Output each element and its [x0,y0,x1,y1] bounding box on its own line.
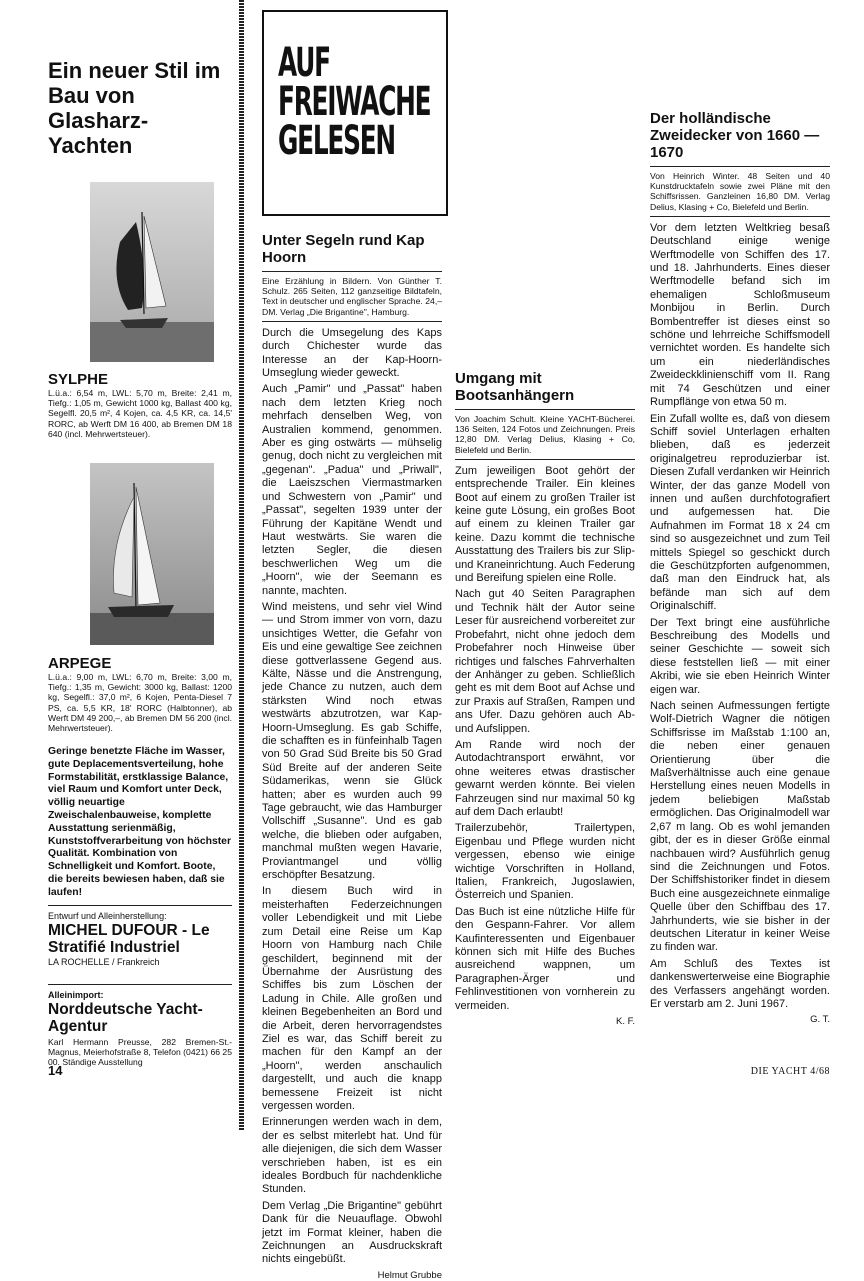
review-2-paragraph: Nach gut 40 Seiten Paragraphen und Technik hält der Autor seine Leser für ausreichend vorbereitet zur Probefahrt, nicht ohne jedoch dem Probefahrer noch Hinweise über richtiges und falsches Fahrverhalten der Anhänger zu geben. Schließlich geht es mit dem Boot auf Achse und zur Praxis auf Straßen, Rampen und ans Ufer. Dazu gehören auch Ab- und Aufslippen. [455,588,635,735]
review-2-meta: Von Joachim Schult. Kleine YACHT-Bücherei. 136 Seiten, 124 Fotos und Zeichnungen. Preis 12,80 DM. Verlag Delius, Klasing + Co, Bielefeld und Berlin. [455,414,635,455]
sylphe-specs: L.ü.a.: 6,54 m, LWL: 5,70 m, Breite: 2,41 m, Tiefg.: 1,05 m, Gewicht 1000 kg, Ballast 400 kg, Segelfl. 20,5 m², 4 Kojen, ca. 4,5 KR, ca. 14,5' RORC, ab Werft DM 16 400, ab Bremen DM 18 640 (incl. Mehrwertsteuer). [48,388,232,439]
review-3-paragraph: Nach seinen Aufmessungen fertigte Wolf-Dietrich Wagner die nötigen Schiffsrisse im Maßstab 1:100 an, die neben einer genauen Orientierung über die Maßverhältnisse auch eine genaue Herstellung eines neuen Modells in jedem beliebigen Maßstab ermöglichen. Das Originalmodell war 2,67 m lang. Ob es wohl jemanden gibt, der es in dieser Größe einmal nachbauen wird? Ausführlich genug sind die Zeichnungen und Fotos. Der Schiffshistoriker findet in diesem Buch eine ausgezeichnete einmalige Quelle über den Schiffbau des 17. Jahrhunderts, wie sie bisher in der deutschen Literatur in keiner Weise zu finden war. [650,700,830,954]
ad-pitch: Geringe benetzte Fläche im Wasser, gute Deplacementsverteilung, hohe Formstabilität, erstklassige Balance, viel Raum und Komfort unter Deck, völlig neuartige Zweischalenbauweise, komplette Ausstattung serienmäßig, Kunststoffverarbeitung von höchster Qualität. Kombination von Schnelligkeit und Komfort. Boote, die bereits bewiesen haben, daß sie laufen! [48,746,232,898]
review-1-paragraph: In diesem Buch wird in meisterhaften Federzeichnungen voller Lebendigkeit und mit Liebe zum Detail eine Reise um Kap Hoorn von Hamburg nach Chile geschildert, beginnend mit der Übernahme der Ausrüstung des Schiffes bis zum Löschen der Ladung in Chile. Alle großen und kleinen Begebenheiten an Bord und die Arbeit, deren hervorragendstes Ziel es war, das Schiff bereit zu machen für den Kampf an der „Hoorn", werden anschaulich dargestellt, und auch die knapp bemessene Freizeit ist nicht vergessen worden. [262,885,442,1112]
review-2-title: Umgang mit Bootsanhängern [455,370,575,404]
arpege-sailboat-image [90,463,214,645]
maker-city: LA ROCHELLE / Frankreich [48,957,160,967]
review-1-paragraph: Erinnerungen werden wach in dem, der es selbst miterlebt hat. Und für alle diejenigen, die sich dem Wasser verschrieben haben, ist es ein ideales Bordbuch für nachdenkliche Stunden. [262,1116,442,1196]
page-number: 14 [48,1063,63,1078]
review-1-title: Unter Segeln rund Kap Hoorn [262,232,425,266]
arpege-name: ARPEGE [48,655,112,672]
review-3-paragraph: Ein Zufall wollte es, daß von diesem Schiff soviel Unterlagen erhalten blieben, daß es jederzeit originalgetreu reproduzierbar ist. Diesen Zufall verdanken wir Heinrich Winter, der das ganze Modell von innen und außen durchfotografiert und aufgemessen hat. Die Aufnahmen im Format 18 x 24 cm sind so ausgezeichnet und zum Teil mittels Spiegel so geschickt durch die Geschützpforten aufgenommen, daß man den Eindruck hat, als befände man sich auf dem Originalschiff. [650,412,830,613]
review-3-signature: G. T. [810,1014,830,1026]
maker-label: Entwurf und Alleinherstellung: [48,911,167,921]
footer-magazine: DIE YACHT 4/68 [750,1066,830,1077]
review-2-paragraph: Zum jeweiligen Boot gehört der entsprechende Trailer. Ein kleines Boot auf einem zu großen Trailer ist keine gute Lösung, ein großes Boot auf einem zu kleinen Trailer gar keine. Dazu kommt die technische Ausstattung des Trailers bis zur Slip- und Kraneinrichtung. Auch Federung und Bereifung spielen eine Rolle. [455,464,635,585]
sylphe-photo [90,182,214,362]
section-title: AUF FREIWACHE GELESEN [278,40,431,164]
review-2-paragraph: Das Buch ist eine nützliche Hilfe für den Gespann-Fahrer. Vor allem Kaufinteressenten und Eigenbauer können sich mit Hilfe des Buches ausreichend wappnen, um Paragraphen-Ärger und Fehlinvestitionen von vornherein zu vermeiden. [455,905,635,1012]
advertisement-column [48,58,232,178]
arpege-specs: L.ü.a.: 9,00 m, LWL: 6,70 m, Breite: 3,00 m, Tiefg.: 1,35 m, Gewicht: 3000 kg, Ballast: 1200 kg, Segelfl.: 37,0 m², 6 Kojen, Penta-Diesel 7 PS, ca. 5,5 KR, 18' RORC (Halbtonner), ab Werft DM 49 200,–, ab Bremen DM 56 200 (incl. Mehrwertsteuer). [48,672,232,734]
sylphe-sailboat-image [90,182,214,362]
review-3-title: Der holländische Zweidecker von 1660 — 1670 [650,110,820,161]
review-1-meta: Eine Erzählung in Bildern. Von Günther T. Schulz. 265 Seiten, 112 ganzseitige Bildtafeln, Text in deutscher und englischer Sprache. 24,– DM. Verlag „Die Brigantine", Hamburg. [262,276,442,317]
review-3-paragraph: Der Text bringt eine ausführliche Beschreibung des Modells und seiner Geschichte — soweit sich diese feststellen ließ — mit einer Akribi, wie sie eben Heinrich Winter eigen war. [650,616,830,696]
review-1-paragraph: Wind meistens, und sehr viel Wind — und Strom immer von vorn, dazu unsichtiges Wetter, die Gefahr von Eis und eine gewaltige See zeichnen diese gottverlassene Gegend aus. Kälte, Nässe und die Anstrengung, jede Chance zu nutzen, auch dem stärksten Wind noch etwas westwärts abzutrotzen, war Kap-Hoorn-Umseglung. Es gab Schiffe, die schafften es in fünfeinhalb Tagen von 50 Grad Süd Breite bis 50 Grad Süd Breite auf der anderen Seite Südamerikas, wenn sie Glück hatten; aber es wurden auch 99 Tage gebraucht, wie das Hamburger Vollschiff „Susanne". Und es gab welche, die blieben oder aufgaben, manchmal mußten wegen Havarie, Proviantmangel und völlig erschöpfter Besatzung. [262,600,442,882]
review-1-column [262,232,442,1281]
review-3-meta: Von Heinrich Winter. 48 Seiten und 40 Kunstdrucktafeln sowie zwei Pläne mit den Schiffsrissen. Ganzleinen 16,80 DM. Verlag Delius, Klasing + Co, Bielefeld und Berlin. [650,171,830,212]
review-3-paragraph: Am Schluß des Textes ist dankenswerterweise eine Biographie des Verfassers angehängt worden. Er verstarb am 2. Juni 1967. [650,957,830,1010]
arpege-photo [90,463,214,645]
review-2-paragraph: Am Rande wird noch der Autodachtransport erwähnt, vor ohne weiteres etwas drastischer gewarnt werden könnte. Bei vielen Fahrzeugen sind nur maximal 50 kg auf dem Dach erlaubt! [455,738,635,818]
review-2-signature: K. F. [615,1016,635,1028]
review-1-paragraph: Dem Verlag „Die Brigantine" gebührt Dank für die Neuauflage. Obwohl jetzt im Format kleiner, haben die Zeichnungen an Ausdruckskraft nichts eingebüßt. [262,1199,442,1266]
import-address: Karl Hermann Preusse, 282 Bremen-St.-Magnus, Meierhofstraße 8, Telefon (0421) 66 25 00. Ständige Ausstellung [48,1037,232,1068]
review-2-paragraph: Trailerzubehör, Trailertypen, Eigenbau und Pflege wurden nicht vergessen, ebenso wie einige wichtige Vorschriften in Holland, Italien, Frankreich, Jugoslawien, Österreich und Spanien. [455,822,635,902]
section-masthead [262,10,448,216]
maker-name: MICHEL DUFOUR - Le Stratifié Industriel [48,922,210,956]
review-2-column [455,370,635,1027]
import-name: Norddeutsche Yacht-Agentur [48,1001,203,1035]
review-3-column [650,110,830,1025]
review-1-signature: Helmut Grubbe [377,1269,442,1281]
sylphe-name: SYLPHE [48,371,109,388]
review-3-paragraph: Vor dem letzten Weltkrieg besaß Deutschland einige wenige Werftmodelle von Schiffen des 17. und 18. Jahrhunderts. Eines dieser Werftmodelle befand sich im ehemaligen Schloßmuseum Monbijou in Berlin. Durch Bombentreffer ist dieses einst so schöne und lehrreiche Schiffsmodell vernichtet worden. Es handelte sich um ein niederländisches Zweideckklinienschiff vom II. Rang mit 74 Geschützen und einer Rumpflänge von etwa 50 m. [650,221,830,409]
column-separator [239,0,244,1130]
ad-headline: Ein neuer Stil im Bau von Glasharz-Yachten [48,58,221,158]
review-1-paragraph: Auch „Pamir" und „Passat" haben nach dem letzten Krieg noch mehrfach denselben Weg, von Australien kommend, genommen. Aber es ging ostwärts — mühselig genug, doch nicht zu vergleichen mit „gegenan". „Padua" und „Priwall", die Laeiszschen Viermastmarken und Schwestern von „Pamir" und „Passat", segelten 1939 unter der Führung der Kapitäne Wendt und Haut westwärts. Sie waren die letzten Segler, die diesen beschwerlichen Weg um die „Hoorn", wie der Seemann es nannte, machten. [262,383,442,597]
import-label: Alleinimport: [48,990,104,1000]
review-1-paragraph: Durch die Umsegelung des Kaps durch Chichester wurde das Interesse an der Kap-Hoorn-Umseglung wieder geweckt. [262,326,442,380]
